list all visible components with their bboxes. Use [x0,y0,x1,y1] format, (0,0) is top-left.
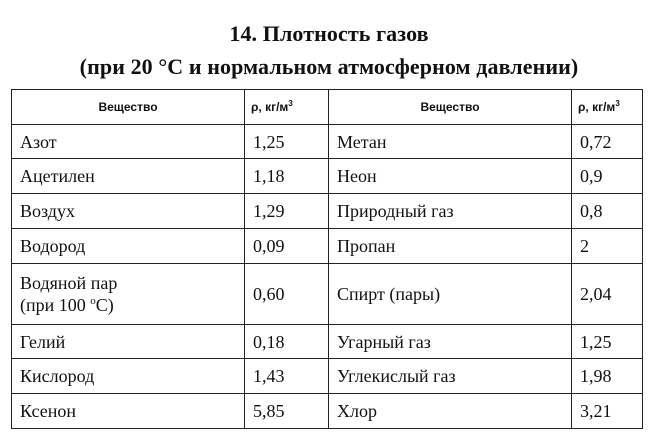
density-cell: 0,18 [245,324,329,359]
substance-cell: Метан [329,124,572,159]
table-title: 14. Плотность газов [229,21,429,46]
table-row [12,263,643,324]
substance-cell [12,263,245,324]
density-cell: 0,60 [245,263,329,324]
header-row [12,90,643,125]
header-density-left: ρ, $кг/м^3$ [245,90,329,125]
substance-cell: Ацетилен [12,159,245,194]
table-row [12,394,643,429]
substance-cell: Гелий [12,324,245,359]
table-row [12,359,643,394]
table-row [12,324,643,359]
density-cell: 2,04 [572,263,643,324]
substance-cell: Ксенон [12,394,245,429]
density-cell: 1,43 [245,359,329,394]
substance-cell: Природный газ [329,194,572,229]
density-cell: 0,09 [245,228,329,263]
substance-cell: Пропан [329,228,572,263]
density-cell: 1,98 [572,359,643,394]
density-cell: 5,85 [245,394,329,429]
density-cell: 1,18 [245,159,329,194]
density-cell: 0,9 [572,159,643,194]
substance-cell: Кислород [12,359,245,394]
substance-cell: Спирт (пары) [329,263,572,324]
density-cell: 0,72 [572,124,643,159]
density-cell: 0,8 [572,194,643,229]
table-row [12,194,643,229]
density-cell: 1,25 [245,124,329,159]
substance-name-line: (при 100 $^o$С) [20,294,114,315]
density-cell: 2 [572,228,643,263]
table-subtitle: (при 20 °С и нормальном атмосферном давлении) [79,54,579,79]
density-cell: 3,21 [572,394,643,429]
substance-cell: Неон [329,159,572,194]
table-row [12,124,643,159]
substance-cell: Угарный газ [329,324,572,359]
density-cell: 1,29 [245,194,329,229]
table-row [12,159,643,194]
substance-cell: Воздух [12,194,245,229]
header-density-right: ρ, $кг/м^3$ [572,90,643,125]
gas-density-table [11,89,643,429]
substance-cell: Хлор [329,394,572,429]
substance-cell: Углекислый газ [329,359,572,394]
table-row [12,228,643,263]
header-substance-left: Вещество [12,90,245,125]
density-cell: 1,25 [572,324,643,359]
substance-cell: Водород [12,228,245,263]
substance-cell: Азот [12,124,245,159]
header-substance-right: Вещество [329,90,572,125]
substance-name-line: Водяной пар [20,272,118,293]
